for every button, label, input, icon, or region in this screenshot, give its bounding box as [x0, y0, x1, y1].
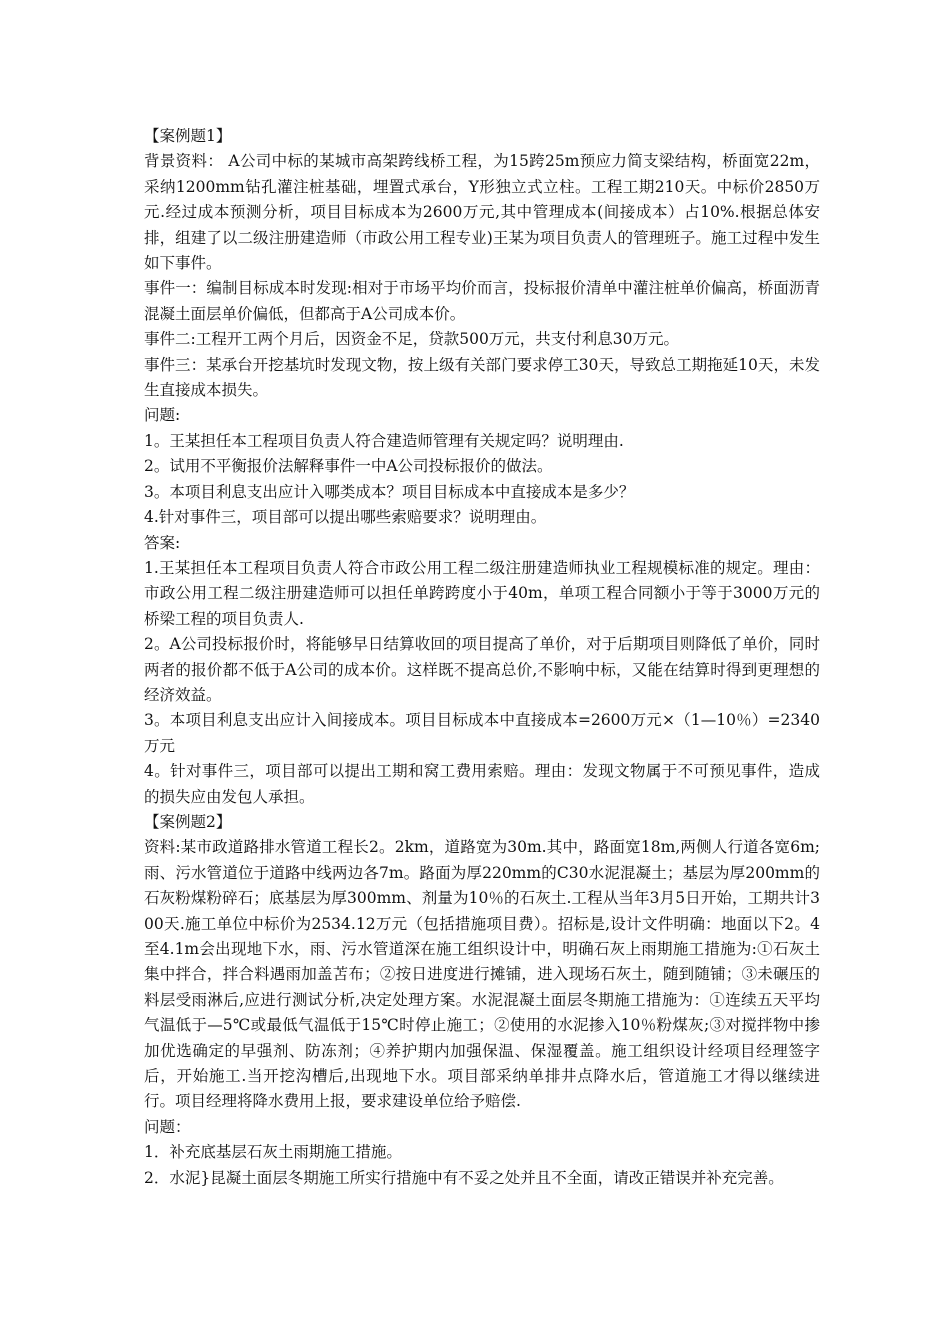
- case2-background: 资料:某市政道路排水管道工程长2。2km，道路宽为30m.其中，路面宽18m,两侧人行道各宽6m;雨、污水管道位于道路中线两边各7m。路面为厚220mm的C30水泥混凝土；基层为厚200mm的石灰粉煤粉碎石；底基层为厚300mm、剂量为10％的石灰土.工程从当年3月5日开始，工期共计300天.施工单位中标价为2534.12万元（包括措施项目费）。招标是,设计文件明确：地面以下2。4至4.1m会出现地下水，雨、污水管道深在施工组织设计中，明确石灰上雨期施工措施为:①石灰土集中拌合，拌合料遇雨加盖苫布；②按日进度进行摊铺，进入现场石灰土，随到随铺；③未碾压的料层受雨淋后,应进行测试分析,决定处理方案。水泥混凝土面层冬期施工措施为：①连续五天平均气温低于—5℃或最低气温低于15℃时停止施工；②使用的水泥掺入10％粉煤灰;③对搅拌物中掺加优选确定的早强剂、防冻剂；④养护期内加强保温、保湿覆盖。施工组织设计经项目经理签字后，开始施工.当开挖沟槽后,出现地下水。项目部采纳单排井点降水后，管道施工才得以继续进行。项目经理将降水费用上报，要求建设单位给予赔偿.: [144, 838, 820, 1111]
- case2-questions-label: 问题：: [144, 1117, 191, 1136]
- case2-question-1: 1．补充底基层石灰土雨期施工措施。: [144, 1143, 402, 1162]
- case1-answer-4: 4。针对事件三，项目部可以提出工期和窝工费用索赔。理由：发现文物属于不可预见事件，造成的损失应由发包人承担。: [144, 762, 820, 806]
- case2-heading: 【案例题2】: [144, 812, 232, 831]
- case1-heading: 【案例题1】: [144, 127, 232, 145]
- case1-questions-label: 问题:: [144, 406, 181, 425]
- case2-question-2: 2．水泥}昆凝土面层冬期施工所实行措施中有不妥之处并且不全面，请改正错误并补充完善。: [144, 1168, 784, 1187]
- case1-question-3: 3。本项目利息支出应计入哪类成本？项目目标成本中直接成本是多少？: [144, 482, 635, 501]
- case1-answer-3: 3。本项目利息支出应计入间接成本。项目目标成本中直接成本=2600万元×（1—10％）=2340万元: [144, 711, 820, 755]
- case1-question-4: 4.针对事件三，项目部可以提出哪些索赔要求？说明理由。: [144, 508, 547, 527]
- document-body: [144, 124, 820, 1191]
- case1-background: 背景资料： A公司中标的某城市高架跨线桥工程，为15跨25m预应力简支梁结构，桥面宽22m，采纳1200mm钻孔灌注桩基础，埋置式承台，Y形独立式立柱。工程工期210天。中标价2850万元.经过成本预测分析，项目目标成本为2600万元,其中管理成本(间接成本）占10%.根据总体安排，组建了以二级注册建造师（市政公用工程专业)王某为项目负责人的管理班子。施工过程中发生如下事件。: [144, 152, 820, 273]
- case1-answer-2: 2。A公司投标报价时，将能够早日结算收回的项目提高了单价，对于后期项目则降低了单价，同时两者的报价都不低于A公司的成本价。这样既不提高总价,不影响中标，又能在结算时得到更理想的经济效益。: [144, 635, 820, 704]
- case1-question-1: 1。王某担任本工程项目负责人符合建造师管理有关规定吗？说明理由.: [144, 431, 624, 450]
- case1-event2: 事件二:工程开工两个月后，因资金不足，贷款500万元，共支付利息30万元。: [144, 330, 680, 349]
- case1-answers-label: 答案:: [144, 533, 181, 552]
- case1-event3: 事件三：某承台开挖基坑时发现文物，按上级有关部门要求停工30天，导致总工期拖延10天，未发生直接成本损失。: [144, 355, 820, 400]
- case1-answer-1: 1.王某担任本工程项目负责人符合市政公用工程二级注册建造师执业工程规模标准的规定。理由：市政公用工程二级注册建造师可以担任单跨跨度小于40m，单项工程合同额小于等于3000万元的桥梁工程的项目负责人.: [144, 558, 820, 628]
- case1-event1: 事件一：编制目标成本时发现:相对于市场平均价而言，投标报价清单中灌注桩单价偏高，桥面沥青混凝土面层单价偏低，但都高于A公司成本价。: [144, 279, 820, 323]
- case1-question-2: 2。试用不平衡报价法解释事件一中A公司投标报价的做法。: [144, 457, 553, 476]
